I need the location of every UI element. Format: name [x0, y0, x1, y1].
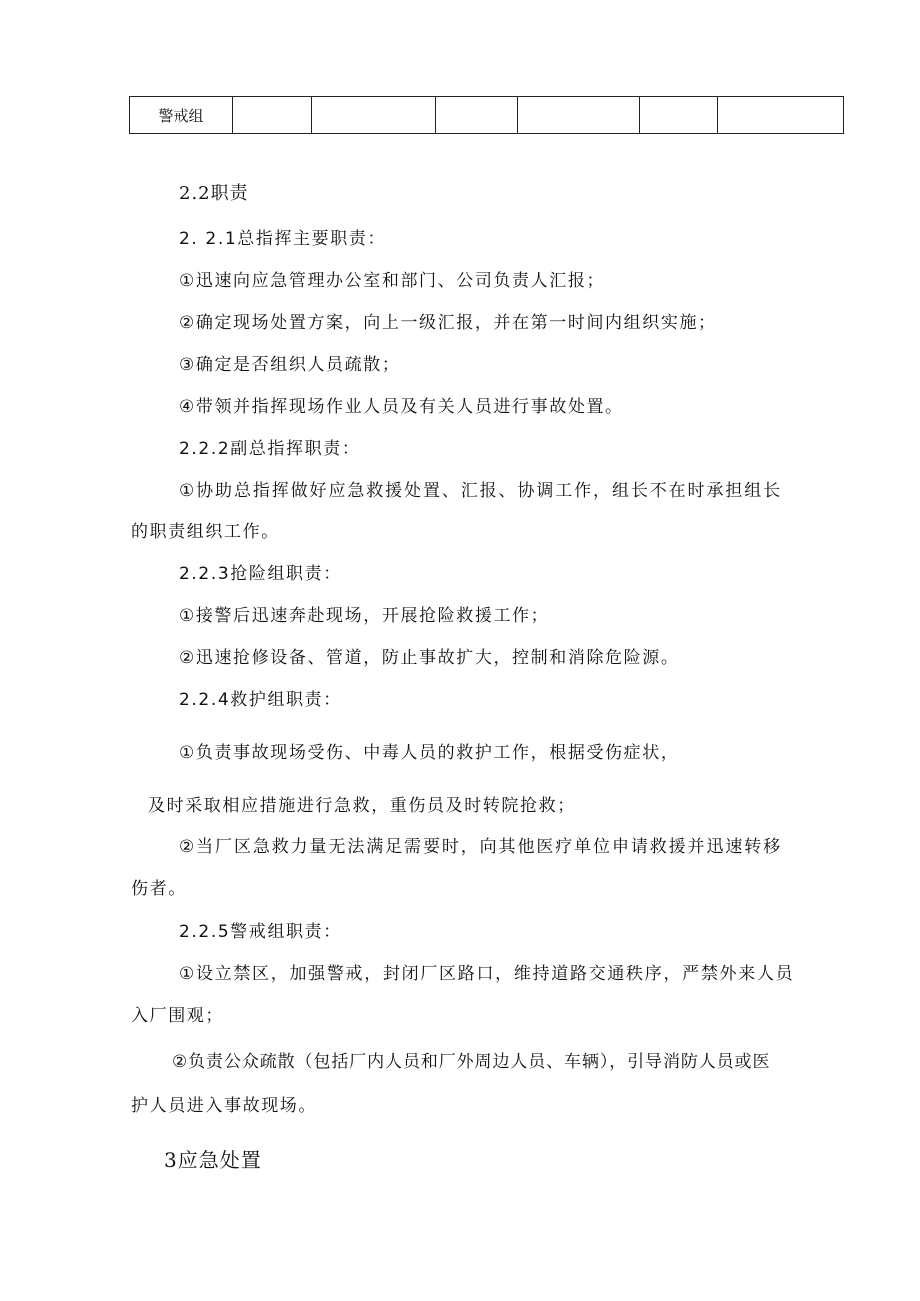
- subsection-heading-2-2-2: 2.2.2副总指挥职责：: [179, 439, 361, 459]
- table-row: [130, 97, 844, 134]
- paragraph-line: ④带领并指挥现场作业人员及有关人员进行事故处置。: [179, 397, 624, 417]
- paragraph-line: 的职责组织工作。: [131, 522, 280, 542]
- paragraph-line: ①设立禁区，加强警戒，封闭厂区路口，维持道路交通秩序，严禁外来人员: [179, 964, 795, 984]
- table-cell: [718, 97, 844, 134]
- table-cell-group: 警戒组: [130, 97, 233, 134]
- paragraph-line: ②确定现场处置方案，向上一级汇报，并在第一时间内组织实施；: [179, 313, 717, 333]
- table-cell: [312, 97, 436, 134]
- subsection-heading-2-2-4: 2.2.4救护组职责：: [179, 690, 342, 710]
- paragraph-line: 护人员进入事故现场。: [131, 1096, 317, 1116]
- section-heading-3: 3应急处置: [164, 1148, 262, 1172]
- paragraph-line: ①协助总指挥做好应急救援处置、汇报、协调工作，组长不在时承担组长: [179, 481, 783, 501]
- paragraph-line: 伤者。: [131, 879, 187, 899]
- table-cell: [233, 97, 312, 134]
- paragraph-line: ①负责事故现场受伤、中毒人员的救护工作，根据受伤症状，: [179, 743, 680, 763]
- personnel-table: [129, 96, 844, 134]
- paragraph-line: ②迅速抢修设备、管道，防止事故扩大，控制和消除危险源。: [179, 648, 680, 668]
- paragraph-line: ①迅速向应急管理办公室和部门、公司负责人汇报；: [179, 271, 606, 291]
- paragraph-line: ②当厂区急救力量无法满足需要时，向其他医疗单位申请救援并迅速转移: [179, 837, 783, 857]
- table-cell: [436, 97, 518, 134]
- paragraph-line: ①接警后迅速奔赴现场，开展抢险救援工作；: [179, 606, 550, 626]
- paragraph-line: ②负责公众疏散（包括厂内人员和厂外周边人员、车辆），引导消防人员或医: [172, 1052, 771, 1072]
- table-cell: [518, 97, 640, 134]
- paragraph-line: ③确定是否组织人员疏散；: [179, 355, 401, 375]
- paragraph-line: 及时采取相应措施进行急救，重伤员及时转院抢救；: [148, 796, 576, 816]
- subsection-heading-2-2-1: 2. 2.1总指挥主要职责：: [179, 229, 387, 249]
- paragraph-line: 入厂围观；: [131, 1006, 224, 1026]
- subsection-heading-2-2-5: 2.2.5警戒组职责：: [179, 922, 342, 942]
- subsection-heading-2-2-3: 2.2.3抢险组职责：: [179, 564, 342, 584]
- table-cell: [640, 97, 718, 134]
- section-heading-2-2: 2.2职责: [179, 183, 249, 204]
